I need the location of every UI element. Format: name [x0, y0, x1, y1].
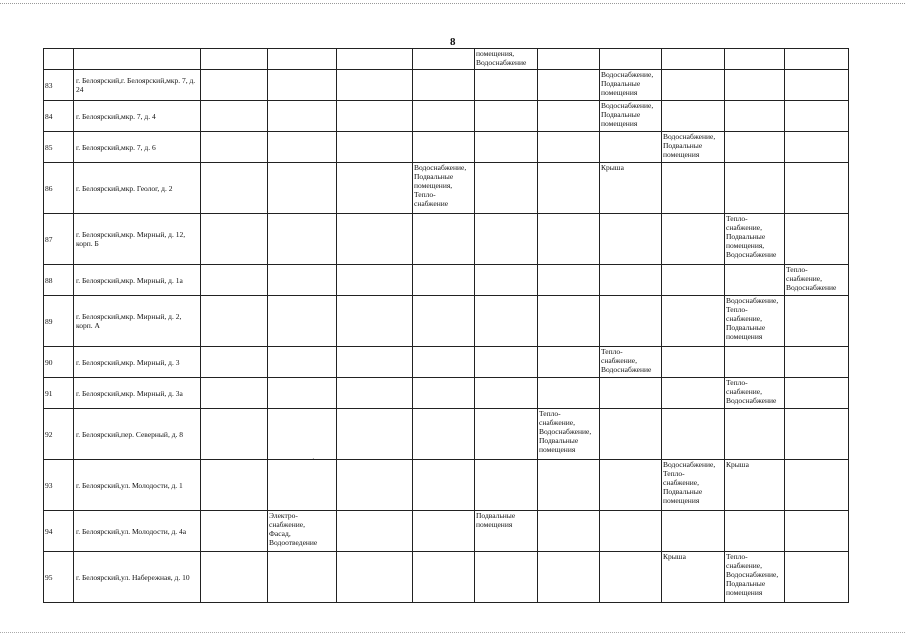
- table-cell: [74, 49, 201, 70]
- work-type-cell: [662, 511, 725, 552]
- work-type-cell: Тепло- снабжение, Подвальные помещения, Водоснабжение: [725, 214, 785, 265]
- work-type-cell: [337, 409, 413, 460]
- work-type-cell: [201, 214, 268, 265]
- work-type-cell: [785, 552, 849, 603]
- work-type-cell: [201, 511, 268, 552]
- work-type-cell: [337, 70, 413, 101]
- work-type-cell: Водоснабжение, Тепло- снабжение, Подвальные помещения: [662, 460, 725, 511]
- work-type-cell: [201, 378, 268, 409]
- work-type-cell: Крыша: [600, 163, 662, 214]
- work-type-cell: [538, 552, 600, 603]
- work-type-cell: [725, 511, 785, 552]
- row-number: 89: [44, 296, 74, 347]
- work-type-cell: [268, 214, 337, 265]
- scan-artifact-top: [0, 3, 905, 5]
- work-type-cell: Водоснабжение, Подвальные помещения: [662, 132, 725, 163]
- work-type-cell: Тепло- снабжение, Водоснабжение: [785, 265, 849, 296]
- work-type-cell: [785, 132, 849, 163]
- work-type-cell: [268, 378, 337, 409]
- address-cell: г. Белоярский,мкр. Мирный, д. 1а: [74, 265, 201, 296]
- work-type-cell: [475, 70, 538, 101]
- work-type-cell: [475, 296, 538, 347]
- work-type-cell: [662, 409, 725, 460]
- work-type-cell: [662, 70, 725, 101]
- work-type-cell: [268, 163, 337, 214]
- work-type-cell: [725, 163, 785, 214]
- table-cell: [268, 49, 337, 70]
- work-type-cell: [785, 101, 849, 132]
- work-type-cell: [538, 132, 600, 163]
- row-number: 91: [44, 378, 74, 409]
- work-type-cell: [337, 132, 413, 163]
- work-type-cell: Водоснабжение, Подвальные помещения, Тепло- снабжение: [413, 163, 475, 214]
- address-cell: г. Белоярский,ул. Набережная, д. 10: [74, 552, 201, 603]
- work-type-cell: Электро- снабжение, Фасад, Водоотведение: [268, 511, 337, 552]
- work-type-cell: [662, 214, 725, 265]
- work-type-cell: [538, 163, 600, 214]
- work-type-cell: [785, 347, 849, 378]
- work-type-cell: [337, 347, 413, 378]
- work-type-cell: [662, 347, 725, 378]
- work-type-cell: [337, 460, 413, 511]
- row-number: 92: [44, 409, 74, 460]
- work-type-cell: [475, 460, 538, 511]
- table-cell: [413, 49, 475, 70]
- work-type-cell: Тепло- снабжение, Водоснабжение: [600, 347, 662, 378]
- work-type-cell: [201, 265, 268, 296]
- work-type-cell: [268, 70, 337, 101]
- row-number: 85: [44, 132, 74, 163]
- work-type-cell: [475, 265, 538, 296]
- address-cell: г. Белоярский,мкр. Геолог, д. 2: [74, 163, 201, 214]
- work-type-cell: [785, 409, 849, 460]
- table-row: [44, 511, 849, 552]
- row-number: 90: [44, 347, 74, 378]
- address-cell: г. Белоярский,мкр. 7, д. 6: [74, 132, 201, 163]
- work-type-cell: [600, 511, 662, 552]
- address-cell: г. Белоярский,мкр. Мирный, д. 3а: [74, 378, 201, 409]
- work-type-cell: [662, 101, 725, 132]
- work-type-cell: [201, 132, 268, 163]
- row-number: 88: [44, 265, 74, 296]
- work-type-cell: [475, 409, 538, 460]
- work-type-cell: [201, 347, 268, 378]
- work-type-cell: [475, 163, 538, 214]
- work-type-cell: [662, 378, 725, 409]
- table-cell: помещения, Водоснабжение: [475, 49, 538, 70]
- work-type-cell: [268, 132, 337, 163]
- work-type-cell: [538, 265, 600, 296]
- table-row: [44, 214, 849, 265]
- table-cell: [201, 49, 268, 70]
- table-row: [44, 552, 849, 603]
- work-type-cell: [538, 101, 600, 132]
- table-cell: [337, 49, 413, 70]
- work-type-cell: Водоснабжение, Подвальные помещения: [600, 101, 662, 132]
- address-cell: г. Белоярский,мкр. Мирный, д. 2, корп. А: [74, 296, 201, 347]
- work-type-cell: [785, 296, 849, 347]
- scan-speck: ·: [312, 455, 315, 464]
- work-type-cell: [785, 163, 849, 214]
- work-type-cell: [413, 132, 475, 163]
- work-type-cell: [538, 378, 600, 409]
- address-cell: г. Белоярский,пер. Северный, д. 8: [74, 409, 201, 460]
- work-type-cell: [413, 214, 475, 265]
- table-row: [44, 265, 849, 296]
- work-type-cell: [337, 296, 413, 347]
- work-type-cell: [413, 460, 475, 511]
- work-type-cell: [538, 70, 600, 101]
- work-type-cell: [662, 265, 725, 296]
- table-row-continuation: [44, 49, 849, 70]
- work-type-cell: [413, 552, 475, 603]
- work-type-cell: [413, 409, 475, 460]
- address-cell: г. Белоярский,мкр. Мирный, д. 3: [74, 347, 201, 378]
- table-row: [44, 378, 849, 409]
- work-type-cell: [538, 296, 600, 347]
- work-type-cell: [475, 347, 538, 378]
- table-row: [44, 132, 849, 163]
- address-cell: г. Белоярский,г. Белоярский,мкр. 7, д. 24: [74, 70, 201, 101]
- work-type-cell: [600, 378, 662, 409]
- work-type-cell: [201, 70, 268, 101]
- table-row: [44, 70, 849, 101]
- work-type-cell: [475, 132, 538, 163]
- address-cell: г. Белоярский,мкр. 7, д. 4: [74, 101, 201, 132]
- table-row: [44, 409, 849, 460]
- work-type-cell: [268, 101, 337, 132]
- work-type-cell: Водоснабжение, Тепло- снабжение, Подвальные помещения: [725, 296, 785, 347]
- work-type-cell: [662, 163, 725, 214]
- work-type-cell: [785, 511, 849, 552]
- table-cell: [44, 49, 74, 70]
- work-type-cell: [413, 101, 475, 132]
- work-type-cell: [337, 214, 413, 265]
- table-row: [44, 460, 849, 511]
- table-row: [44, 163, 849, 214]
- work-type-cell: [201, 163, 268, 214]
- work-type-cell: Тепло- снабжение, Водоснабжение, Подвальные помещения: [725, 552, 785, 603]
- work-type-cell: [538, 460, 600, 511]
- work-type-cell: [600, 214, 662, 265]
- work-type-cell: [201, 101, 268, 132]
- work-type-cell: [785, 378, 849, 409]
- work-type-cell: [725, 265, 785, 296]
- row-number: 94: [44, 511, 74, 552]
- row-number: 83: [44, 70, 74, 101]
- work-type-cell: Тепло- снабжение, Водоснабжение: [725, 378, 785, 409]
- work-type-cell: [413, 70, 475, 101]
- work-type-cell: [268, 347, 337, 378]
- work-type-cell: [201, 296, 268, 347]
- work-type-cell: [475, 214, 538, 265]
- work-type-cell: [337, 265, 413, 296]
- work-type-cell: [413, 347, 475, 378]
- table-row: [44, 296, 849, 347]
- page-number: 8: [450, 36, 456, 48]
- row-number: 84: [44, 101, 74, 132]
- work-type-cell: [201, 409, 268, 460]
- address-cell: г. Белоярский,ул. Молодости, д. 1: [74, 460, 201, 511]
- work-type-cell: [725, 70, 785, 101]
- work-type-cell: [268, 552, 337, 603]
- work-type-cell: [201, 460, 268, 511]
- work-type-cell: [785, 214, 849, 265]
- work-type-cell: Тепло- снабжение, Водоснабжение, Подвальные помещения: [538, 409, 600, 460]
- work-type-cell: [538, 347, 600, 378]
- work-type-cell: [475, 101, 538, 132]
- row-number: 87: [44, 214, 74, 265]
- work-type-cell: [413, 296, 475, 347]
- work-type-cell: [600, 460, 662, 511]
- scan-artifact-bottom: [0, 632, 905, 634]
- table-cell: [725, 49, 785, 70]
- table-row: [44, 101, 849, 132]
- work-type-cell: [600, 265, 662, 296]
- table-row: [44, 347, 849, 378]
- work-type-cell: [268, 409, 337, 460]
- work-type-cell: [785, 70, 849, 101]
- work-type-cell: [337, 378, 413, 409]
- work-type-cell: [475, 378, 538, 409]
- table-cell: [785, 49, 849, 70]
- work-type-cell: [538, 511, 600, 552]
- row-number: 86: [44, 163, 74, 214]
- work-type-cell: Подвальные помещения: [475, 511, 538, 552]
- work-type-cell: [662, 296, 725, 347]
- work-type-cell: [725, 409, 785, 460]
- work-type-cell: [268, 265, 337, 296]
- work-type-cell: [413, 378, 475, 409]
- work-type-cell: [201, 552, 268, 603]
- work-type-cell: [785, 460, 849, 511]
- work-type-cell: [413, 265, 475, 296]
- table-cell: [600, 49, 662, 70]
- work-type-cell: Крыша: [725, 460, 785, 511]
- work-type-cell: Водоснабжение, Подвальные помещения: [600, 70, 662, 101]
- address-cell: г. Белоярский,ул. Молодости, д. 4а: [74, 511, 201, 552]
- work-type-cell: [538, 214, 600, 265]
- work-type-cell: [337, 163, 413, 214]
- work-type-cell: [337, 511, 413, 552]
- row-number: 95: [44, 552, 74, 603]
- work-type-cell: [337, 101, 413, 132]
- work-type-cell: [268, 296, 337, 347]
- work-type-cell: [337, 552, 413, 603]
- row-number: 93: [44, 460, 74, 511]
- repair-schedule-table: [43, 48, 849, 603]
- work-type-cell: [475, 552, 538, 603]
- table-cell: [662, 49, 725, 70]
- work-type-cell: [725, 101, 785, 132]
- table-cell: [538, 49, 600, 70]
- work-type-cell: [725, 132, 785, 163]
- work-type-cell: [413, 511, 475, 552]
- work-type-cell: [268, 460, 337, 511]
- work-type-cell: Крыша: [662, 552, 725, 603]
- work-type-cell: [600, 409, 662, 460]
- work-type-cell: [600, 296, 662, 347]
- work-type-cell: [600, 132, 662, 163]
- work-type-cell: [600, 552, 662, 603]
- address-cell: г. Белоярский,мкр. Мирный, д. 12, корп. Б: [74, 214, 201, 265]
- work-type-cell: [725, 347, 785, 378]
